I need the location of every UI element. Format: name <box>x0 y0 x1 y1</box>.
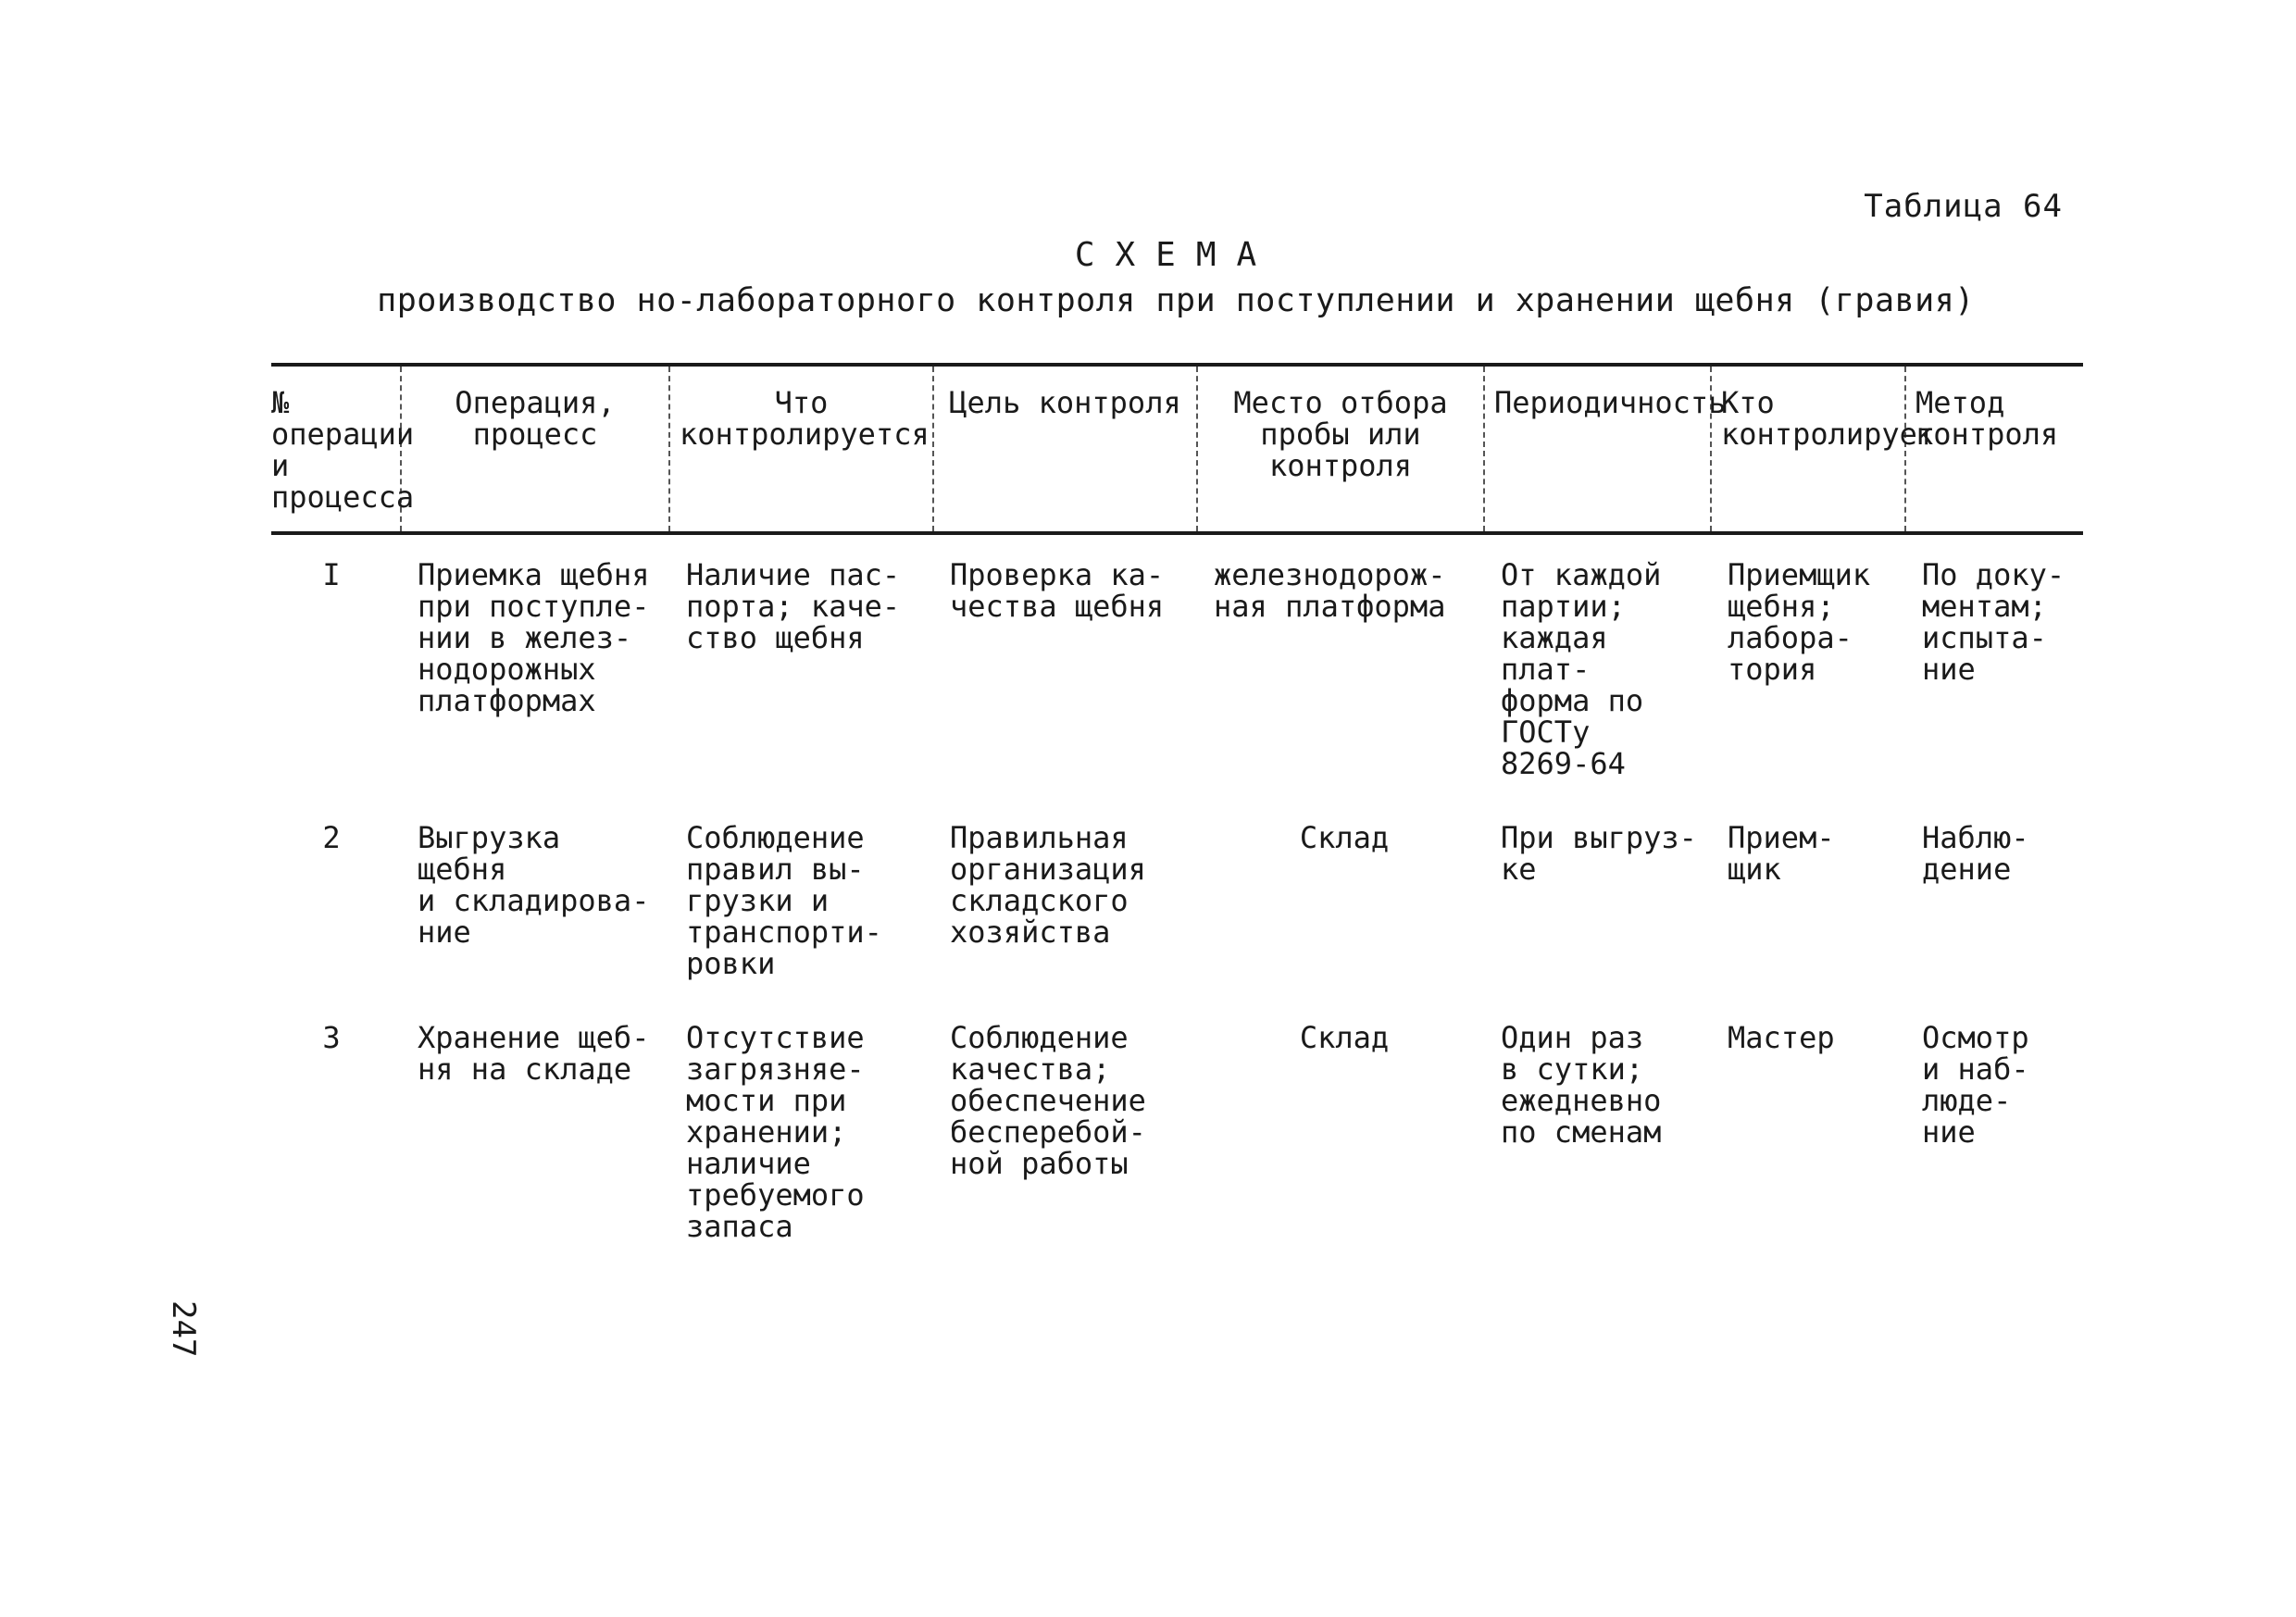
table-row <box>271 1014 2083 1277</box>
cell-who: Прием- щик <box>1728 820 1835 887</box>
cell-operation: Приемка щебня при поступле- нии в желез- нодорожных платформах <box>418 557 650 718</box>
cell-what: Наличие пас- порта; каче- ство щебня <box>686 557 901 655</box>
cell-place: железнодорож- ная платформа <box>1214 557 1446 624</box>
cell-goal: Правильная организация складского хозяйства <box>950 820 1146 950</box>
cell-place: Склад <box>1299 820 1390 855</box>
cell-who: Мастер <box>1728 1020 1835 1055</box>
cell-period: При выгруз- ке <box>1501 820 1697 887</box>
cell-operation: Выгрузка щебня и складирова- ние <box>418 820 650 950</box>
control-scheme-table <box>271 363 2083 1277</box>
cell-method: Осмотр и наб- люде- ние <box>1922 1020 2029 1150</box>
cell-period: От каждой партии; каждая плат- форма по ГОСТу 8269-64 <box>1501 557 1662 781</box>
cell-number: I <box>322 557 341 592</box>
table-header-row <box>271 365 2083 533</box>
cell-method: Наблю- дение <box>1922 820 2029 887</box>
page-title: СХЕМА <box>1074 236 1278 274</box>
cell-place: Склад <box>1299 1020 1390 1055</box>
cell-goal: Соблюдение качества; обеспечение бесперебой- ной работы <box>950 1020 1146 1181</box>
cell-what: Отсутствие загрязняе- мости при хранении; наличие требуемого запаса <box>686 1020 865 1244</box>
cell-method: По доку- ментам; испыта- ние <box>1922 557 2065 687</box>
cell-who: Приемщик щебня; лабора- тория <box>1728 557 1871 687</box>
column-header-operation: Операция, процесс <box>401 365 669 533</box>
column-header-goal: Цель контроля <box>933 365 1197 533</box>
table-row <box>271 815 2083 1014</box>
column-header-number: № операции и процесса <box>271 365 401 533</box>
column-header-what: Что контролируется <box>669 365 933 533</box>
column-header-period: Периодичность <box>1484 365 1711 533</box>
column-header-method: Метод контроля <box>1905 365 2083 533</box>
cell-goal: Проверка ка- чества щебня <box>950 557 1165 624</box>
page-number: 247 <box>165 1300 202 1358</box>
page-subtitle: производство но-лабораторного контроля при поступлении и хранении щебня (гравия) <box>377 282 1975 319</box>
column-header-place: Место отбора пробы или контроля <box>1197 365 1484 533</box>
cell-operation: Хранение щеб- ня на складе <box>418 1020 650 1087</box>
table-label: Таблица 64 <box>1864 188 2063 225</box>
cell-number: 2 <box>322 820 341 855</box>
cell-period: Один раз в сутки; ежедневно по сменам <box>1501 1020 1662 1150</box>
cell-what: Соблюдение правил вы- грузки и транспорти- ровки <box>686 820 882 981</box>
table-row <box>271 533 2083 815</box>
column-header-who: Кто контролирует <box>1711 365 1905 533</box>
cell-number: 3 <box>322 1020 341 1055</box>
